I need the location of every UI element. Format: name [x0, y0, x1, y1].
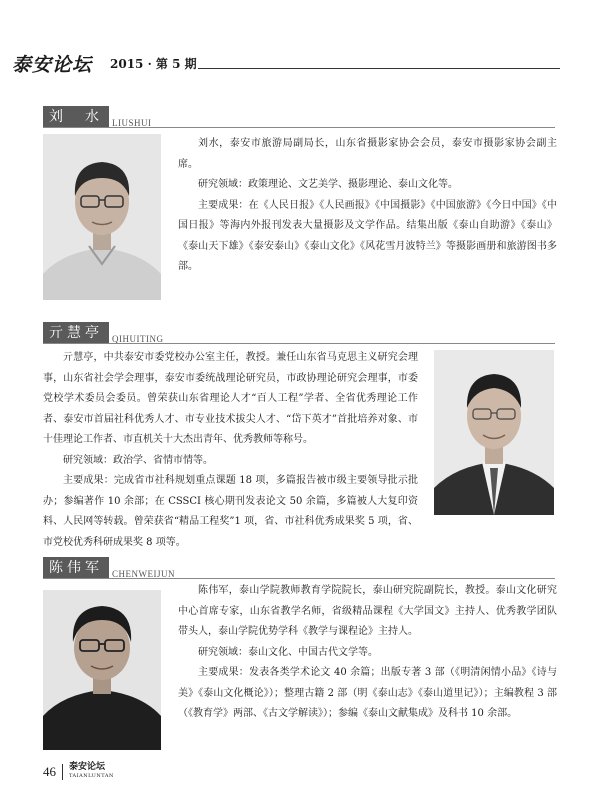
page-header — [12, 50, 560, 76]
profile-bio — [43, 348, 418, 553]
portrait-photo — [43, 590, 161, 750]
footer-journal — [69, 763, 114, 781]
profile-pinyin: QIHUITING — [112, 334, 164, 344]
profile-name-tab — [43, 322, 164, 344]
bio-achievements: 主要成果：发表各类学术论文 40 余篇；出版专著 3 部（《明清闲情小品》《诗与美》《泰山文化概论》）；整理古籍 2 部（明《泰山志》《泰山道里记》）；主编教程 3 部（《教育学》两部、《古文学解读》）；参编《泰山文献集成》及科书 10 余部。 — [178, 667, 557, 719]
profile-name-tab — [43, 106, 152, 128]
profile-name: 刘 水 — [43, 106, 109, 128]
bio-intro: 陈伟军，泰山学院教师教育学院院长，泰山研究院副院长，教授。泰山文化研究中心首席专家，山东省教学名师，省级精品课程《大学国文》主持人、优秀教学团队带头人，泰山学院优势学科《教学与课程论》主持人。 — [178, 585, 557, 637]
bio-research-field: 研究领域：政策理论、文艺美学、摄影理论、泰山文化等。 — [198, 179, 458, 190]
header-rule — [198, 68, 560, 69]
name-rule — [43, 127, 555, 128]
profile-name: 陈伟军 — [43, 557, 109, 579]
profile-pinyin: CHENWEIJUN — [112, 569, 175, 579]
bio-research-field: 研究领域：泰山文化、中国古代文学等。 — [198, 646, 378, 658]
footer-journal-name: 泰安论坛 — [69, 762, 106, 772]
bio-achievements: 主要成果：完成省市社科规划重点课题 18 项，多篇报告被市级主要领导批示批办；参编著作 10 余部；在 CSSCI 核心期刊发表论文 50 余篇，多篇被人大复印资料、人民网等转载。曾荣获省“精品工程奖”1 项，省、市社科优秀成果奖 5 项，省、市党校优秀科研成果奖 8 项等。 — [43, 475, 418, 548]
bio-intro: 亓慧亭，中共泰安市委党校办公室主任，教授。兼任山东省马克思主义研究会理事，山东省社会学会理事，泰安市委统战理论研究员，市政协理论研究会理事，市委党校学术委员会委员。曾荣获山东省理论人才“百人工程”学者、全省优秀理论工作者、泰安市首届社科优秀人才、市专业技术拔尖人才、“岱下英才”首批培养对象、市十佳理论工作者、市直机关十大杰出青年、优秀教师等称号。 — [43, 352, 418, 445]
name-rule — [43, 578, 555, 579]
journal-brand: 泰安论坛 — [12, 54, 93, 76]
footer-journal-pinyin: TAIANLUNTAN — [69, 773, 114, 779]
footer-divider — [62, 764, 63, 780]
bio-achievements: 主要成果：在《人民日报》《人民画报》《中国摄影》《中国旅游》《今日中国》《中国日报》等海内外报刊发表大量摄影及文学作品。结集出版《泰山自助游》《泰山》《泰山天下雄》《泰安泰山》《泰山文化》《风花雪月波特兰》等摄影画册和旅游图书多部。 — [178, 199, 557, 272]
profile-pinyin: LIUSHUI — [112, 118, 152, 128]
portrait-photo — [43, 134, 161, 300]
issue-label: 2015 · 第 5 期 — [110, 57, 197, 71]
page-number: 46 — [43, 764, 56, 779]
profile-bio — [178, 134, 557, 278]
bio-intro: 刘水，泰安市旅游局副局长，山东省摄影家协会会员，泰安市摄影家协会副主席。 — [178, 138, 557, 170]
bio-research-field: 研究领域：政治学、省情市情等。 — [63, 454, 213, 466]
profile-name: 亓慧亭 — [43, 322, 109, 344]
profile-name-tab — [43, 557, 175, 579]
profile-bio — [178, 581, 557, 725]
portrait-photo — [434, 350, 554, 515]
name-rule — [43, 343, 555, 344]
page-footer — [43, 760, 114, 784]
